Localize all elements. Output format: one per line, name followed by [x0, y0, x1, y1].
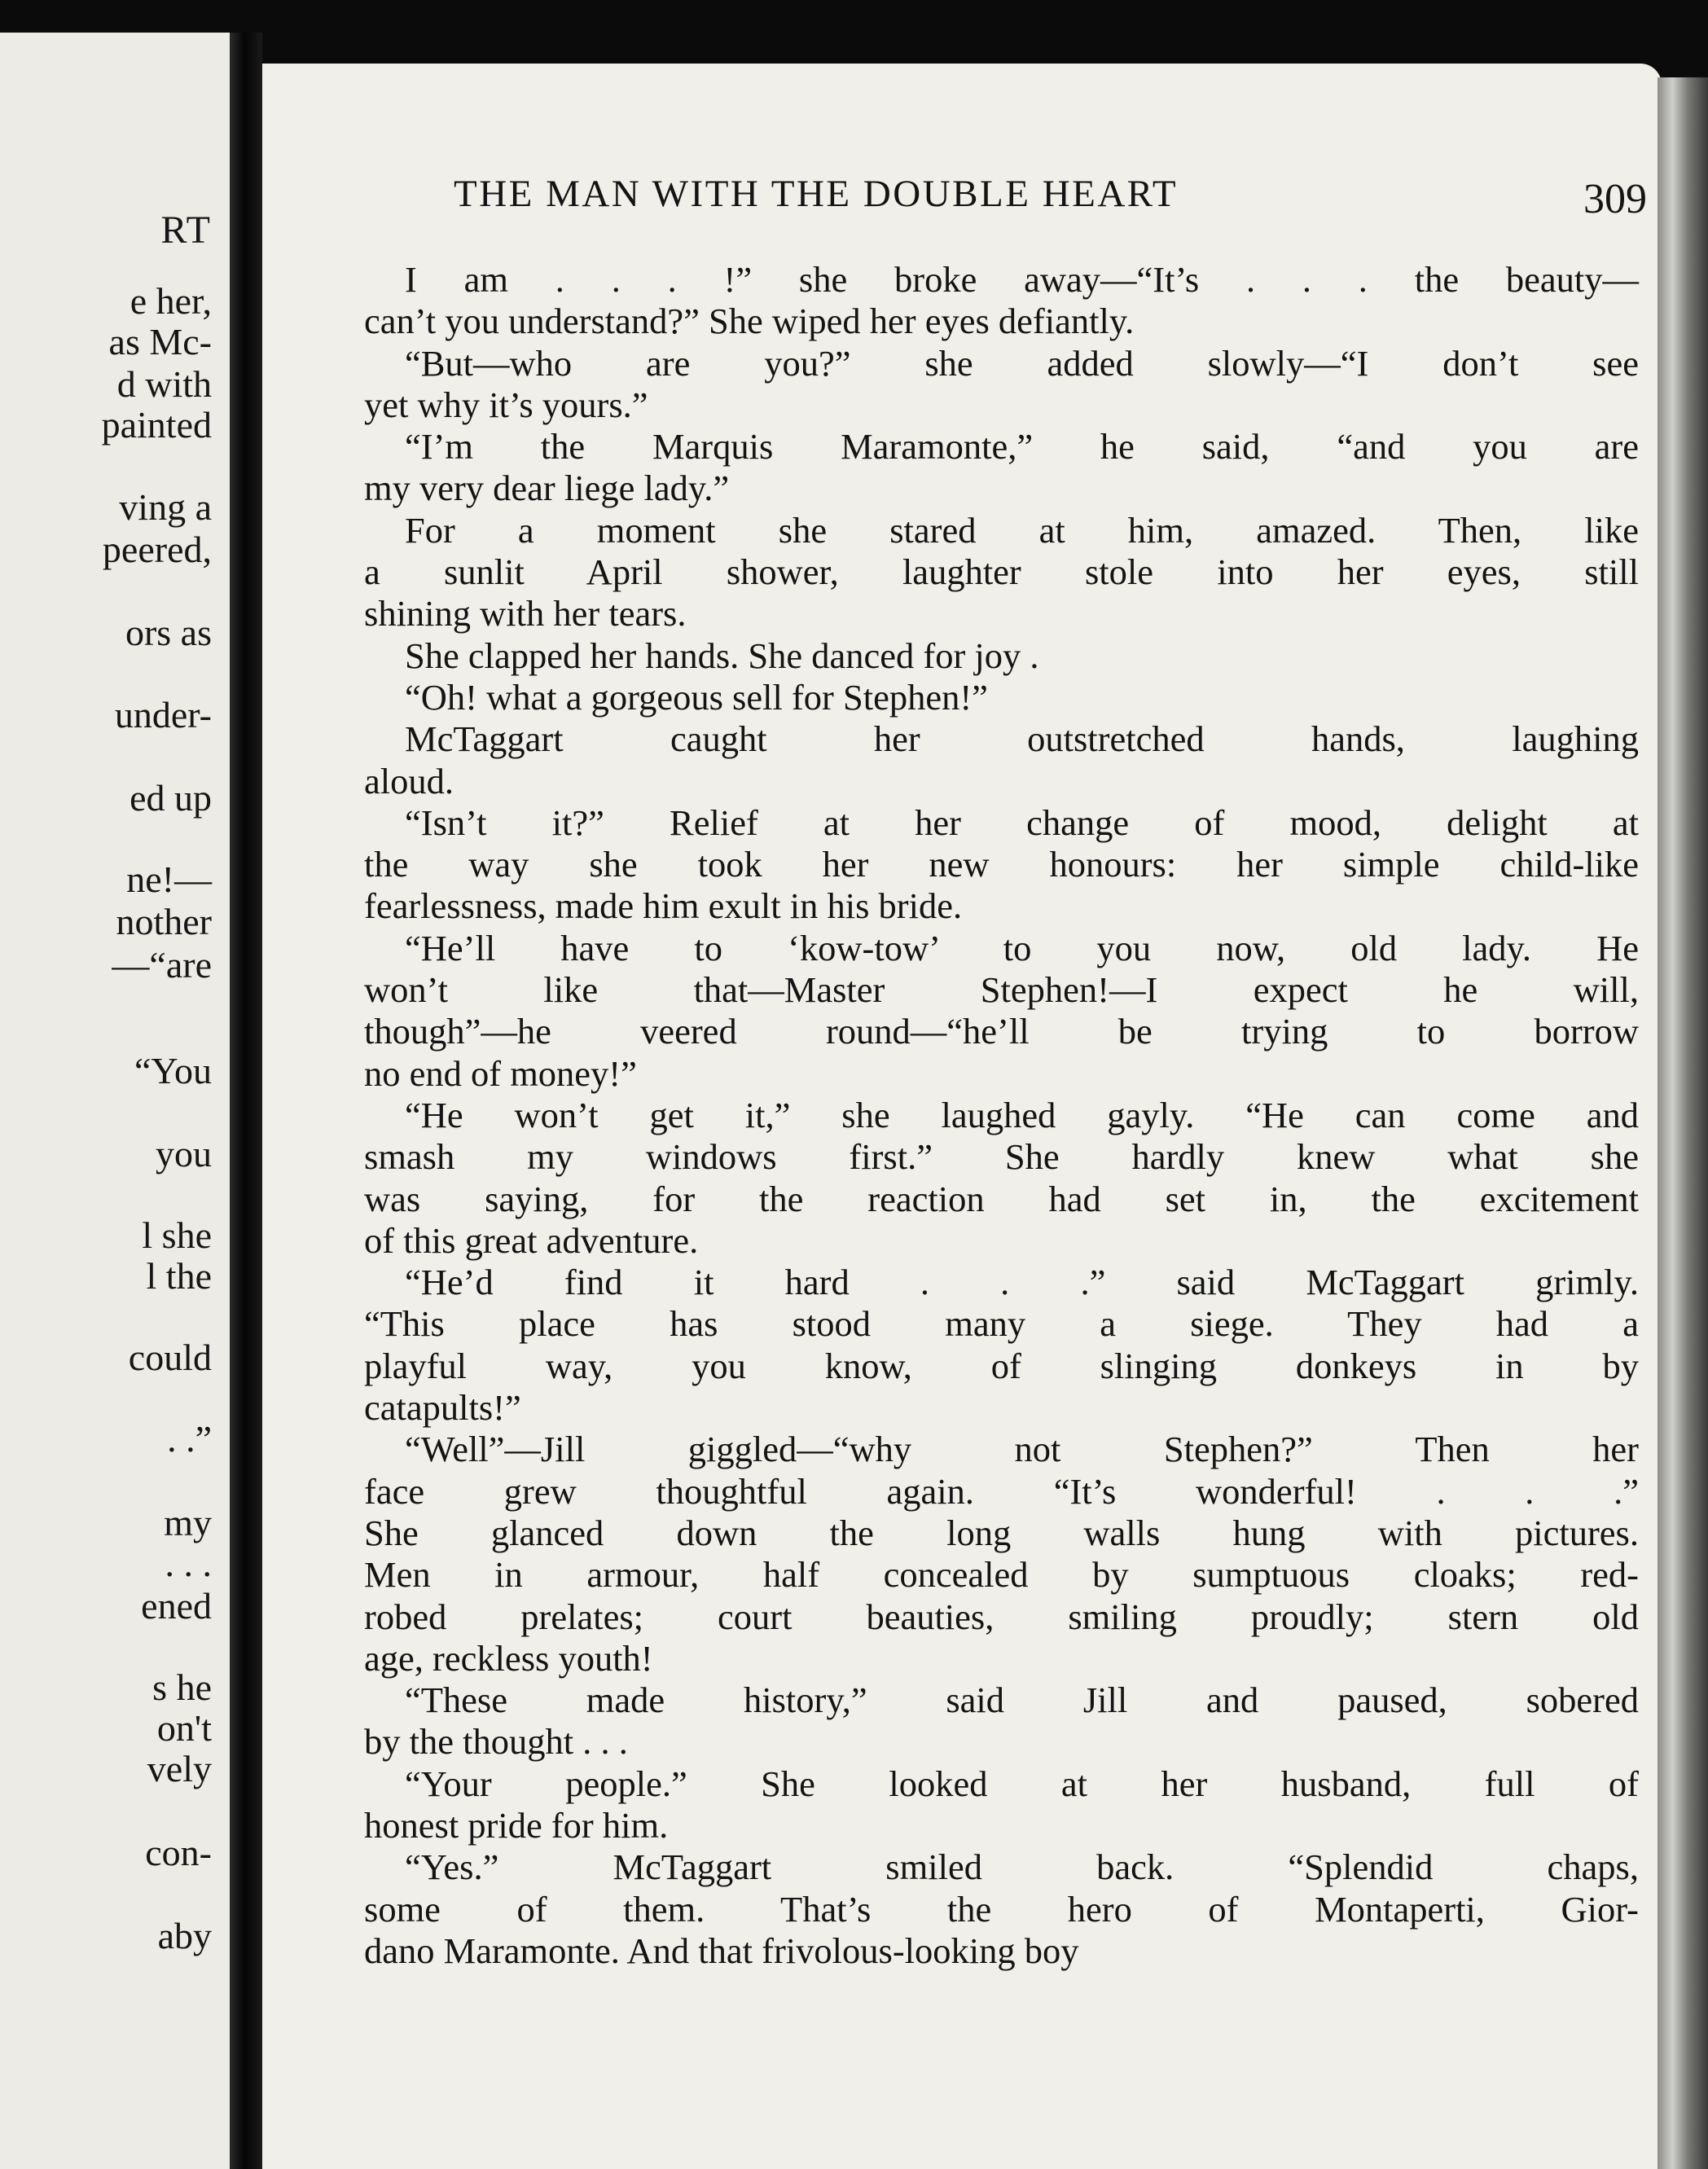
paragraph [364, 635, 1639, 677]
paragraph [364, 426, 1639, 510]
text-line: by the thought . . . [364, 1721, 628, 1763]
text-line: She clapped her hands. She danced for joy . [405, 634, 1039, 676]
text-line: fearlessness, made him exult in his bride. [364, 885, 963, 927]
paragraph [364, 1763, 1639, 1847]
left-page-fragment: “You [134, 1050, 212, 1091]
text-line: yet why it’s yours.” [364, 384, 648, 425]
paragraph [364, 928, 1639, 1095]
left-page-fragment: my [164, 1502, 212, 1543]
text-line: a sunlit April shower, laughter stole into her eyes, still [364, 551, 1639, 593]
left-page-fragment: l the [146, 1255, 212, 1297]
text-line: some of them. That’s the hero of Montaperti, Gior- [364, 1888, 1639, 1930]
running-head-title: THE MAN WITH THE DOUBLE HEART [454, 173, 1179, 215]
left-page-fragment: l she [142, 1214, 212, 1256]
text-line: aloud. [364, 760, 454, 801]
text-line: “These made history,” said Jill and paused, sobered [405, 1679, 1639, 1721]
text-line: honest pride for him. [364, 1804, 669, 1846]
left-page-fragment: nother [116, 901, 212, 942]
text-line: Men in armour, half concealed by sumptuous cloaks; red- [364, 1554, 1639, 1596]
paragraph [364, 1262, 1639, 1429]
text-line: “Your people.” She looked at her husband, full of [405, 1763, 1639, 1804]
left-page-fragment: ened [141, 1585, 212, 1627]
left-page-fragment: could [128, 1337, 212, 1378]
running-head [454, 172, 1647, 222]
left-page-fragment: . .” [167, 1418, 212, 1460]
text-line: the way she took her new honours: her simple child-like [364, 844, 1639, 885]
page-edge [1658, 77, 1708, 2169]
paragraph [364, 343, 1639, 427]
text-line: no end of money!” [364, 1052, 637, 1094]
text-line: of this great adventure. [364, 1219, 699, 1261]
text-line: She glanced down the long walls hung with pictures. [364, 1512, 1639, 1553]
left-page-fragment: con- [145, 1832, 212, 1873]
left-page-fragment: aby [157, 1915, 212, 1956]
text-line: face grew thoughtful again. “It’s wonderful! . . .” [364, 1470, 1639, 1512]
paragraph [364, 1095, 1639, 1262]
body-text [364, 259, 1639, 1972]
text-line: won’t like that—Master Stephen!—I expect he will, [364, 969, 1639, 1011]
left-page-fragment: as Mc- [108, 321, 212, 362]
text-line: “I’m the Marquis Maramonte,” he said, “and you are [405, 426, 1639, 468]
left-page-fragment: on't [156, 1707, 212, 1749]
text-line: robed prelates; court beauties, smiling proudly; stern old [364, 1596, 1639, 1637]
previous-page-fragment [0, 33, 230, 2169]
paragraph [364, 1429, 1639, 1679]
text-line: “Yes.” McTaggart smiled back. “Splendid chaps, [405, 1846, 1639, 1888]
paragraph [364, 1679, 1639, 1763]
book-gutter [230, 33, 262, 2169]
left-page-fragment: d with [116, 363, 212, 405]
left-page-fragment: painted [101, 404, 212, 446]
text-line: can’t you understand?” She wiped her eyes defiantly. [364, 301, 1135, 342]
text-line: age, reckless youth! [364, 1637, 653, 1679]
text-line: “This place has stood many a siege. They had a [364, 1303, 1639, 1345]
left-page-fragment: vely [147, 1748, 212, 1789]
book-page [262, 64, 1662, 2169]
text-line: I am . . . !” she broke away—“It’s . . . the beauty— [405, 259, 1639, 300]
paragraph [364, 718, 1639, 802]
paragraph [364, 802, 1639, 928]
text-line: though”—he veered round—“he’ll be trying to borrow [364, 1011, 1639, 1052]
text-line: “He’d find it hard . . .” said McTaggart grimly. [405, 1262, 1639, 1303]
left-page-fragment: peered, [102, 529, 212, 570]
left-page-fragment: e her, [130, 280, 212, 322]
text-line: playful way, you know, of slinging donkeys in by [364, 1345, 1639, 1386]
text-line: McTaggart caught her outstretched hands, laughing [405, 718, 1639, 760]
text-line: catapults!” [364, 1387, 521, 1429]
left-page-fragment: under- [114, 694, 212, 735]
left-page-fragment: ed up [130, 777, 212, 819]
text-line: “Isn’t it?” Relief at her change of mood, delight at [405, 801, 1639, 843]
text-line: was saying, for the reaction had set in, the excitement [364, 1178, 1639, 1219]
text-line: “He’ll have to ‘kow-tow’ to you now, old lady. He [405, 927, 1639, 968]
left-page-fragment: —“are [112, 944, 212, 986]
paragraph [364, 510, 1639, 635]
left-page-fragment: ne!— [126, 858, 212, 900]
text-line: “He won’t get it,” she laughed gayly. “He can come and [405, 1094, 1639, 1135]
text-line: smash my windows first.” She hardly knew what she [364, 1136, 1639, 1178]
left-page-fragment: . . . [165, 1543, 212, 1584]
paragraph [364, 677, 1639, 718]
text-line: my very dear liege lady.” [364, 468, 730, 509]
left-page-fragment: ving a [119, 486, 212, 528]
text-line: For a moment she stared at him, amazed. Then, like [405, 509, 1639, 551]
page-number: 309 [1583, 176, 1647, 222]
text-line: shining with her tears. [364, 593, 687, 634]
left-running-head-fragment: RT [160, 209, 212, 252]
paragraph [364, 1846, 1639, 1972]
text-line: “Oh! what a gorgeous sell for Stephen!” [405, 676, 988, 718]
text-line: “Well”—Jill giggled—“why not Stephen?” Then her [405, 1429, 1639, 1470]
left-page-fragment: s he [152, 1666, 212, 1708]
paragraph [364, 259, 1639, 343]
text-line: dano Maramonte. And that frivolous-looking boy [364, 1930, 1079, 1971]
left-page-fragment: you [156, 1133, 212, 1175]
text-line: “But—who are you?” she added slowly—“I don’t see [405, 342, 1639, 384]
left-page-fragment: ors as [125, 612, 212, 653]
